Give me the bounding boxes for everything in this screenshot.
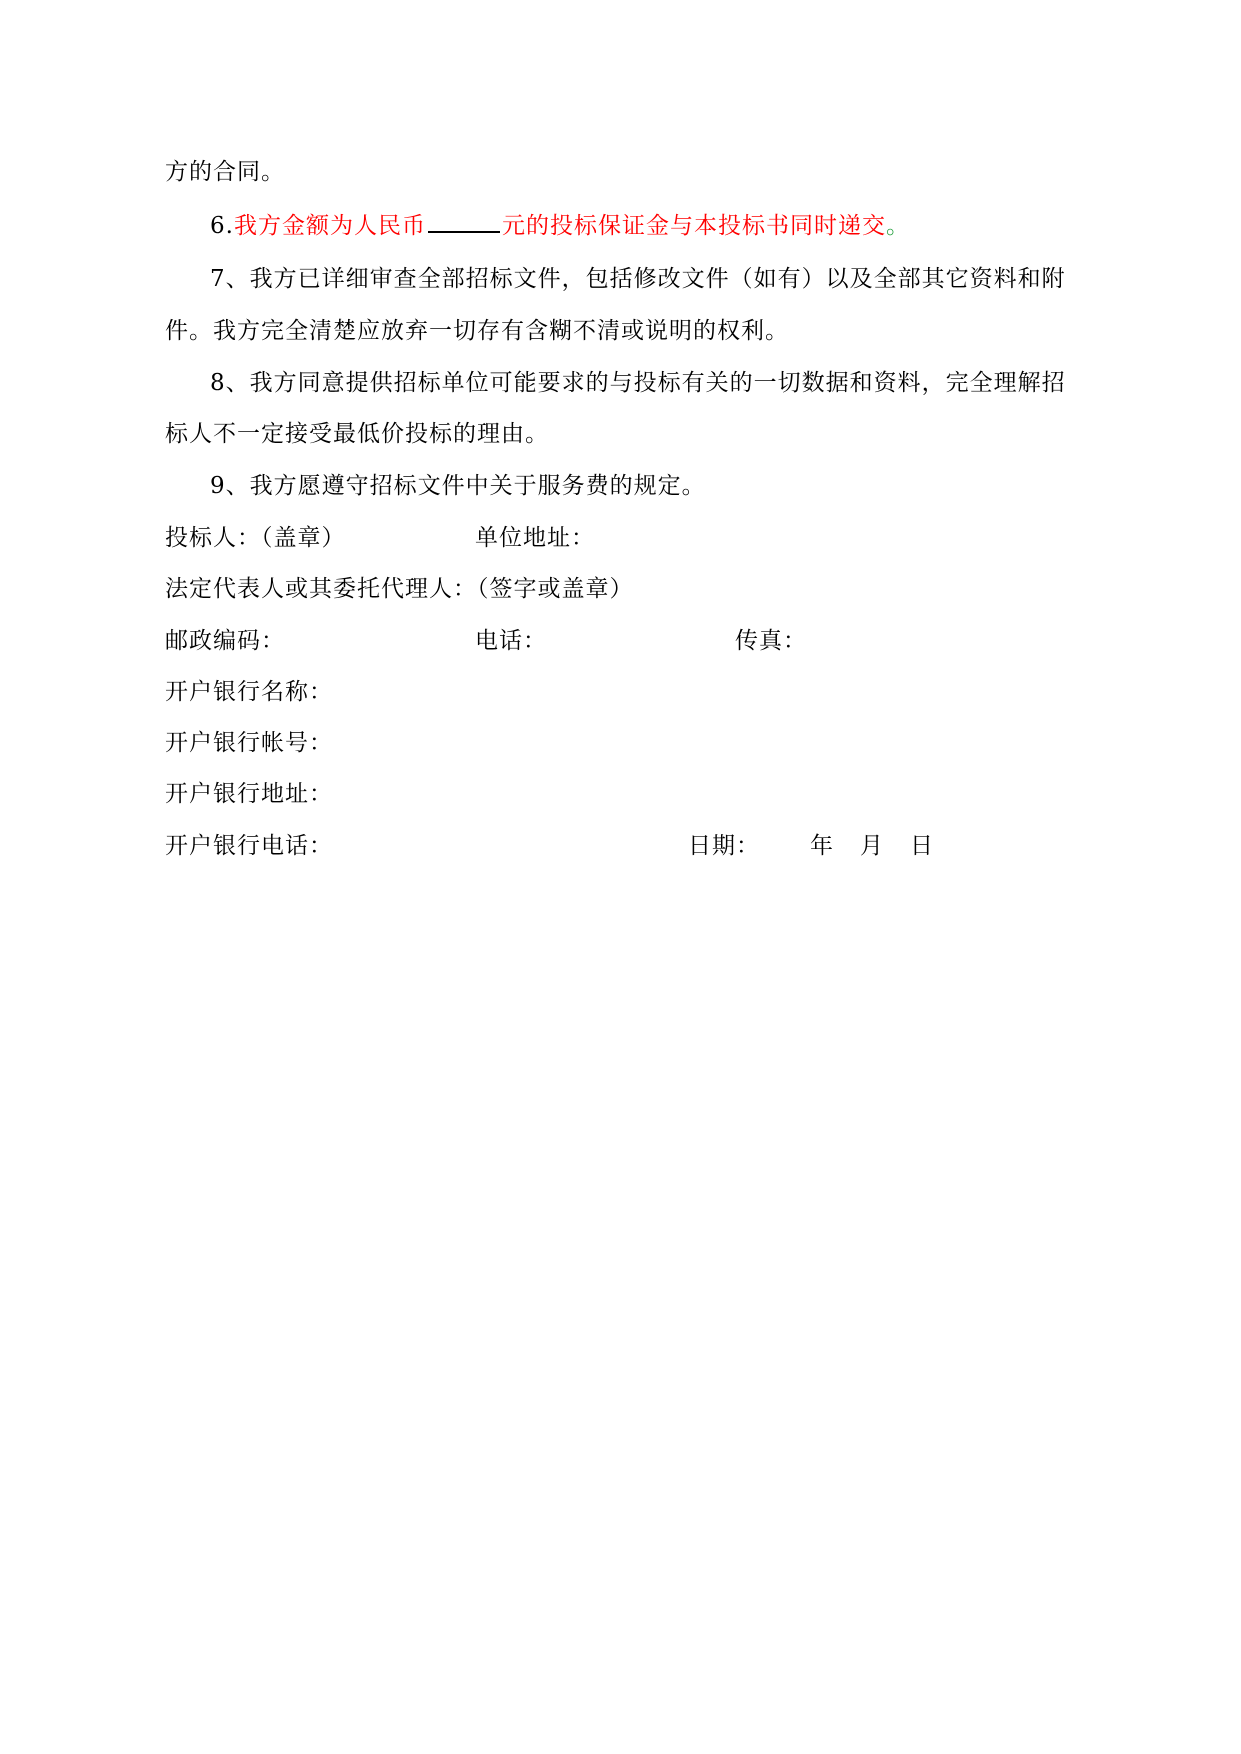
bank-account-label: 开户银行帐号： [165,730,333,756]
amount-blank [428,211,500,233]
item-8-line-2: 标人不一定接受最低价投标的理由。 [165,421,549,447]
phone-label: 电话： [475,628,547,654]
item-6-text-after: 元的投标保证金与本投标书同时递交 [501,213,886,239]
item-6-text-before: 我方金额为人民币 [233,213,426,239]
date-year: 年 [810,833,834,859]
item-7-line-1: 7、我方已详细审查全部招标文件，包括修改文件（如有）以及全部其它资料和附 [210,266,1066,292]
date-month: 月 [860,833,884,859]
bank-address-label: 开户银行地址： [165,781,333,807]
date-label: 日期： [688,833,760,859]
item-6-end-punct: 。 [885,213,910,239]
legal-rep-label: 法定代表人或其委托代理人：（签字或盖章） [165,576,634,602]
date-day: 日 [910,833,934,859]
item-6 [210,211,910,241]
item-9: 9、我方愿遵守招标文件中关于服务费的规定。 [210,473,706,499]
continuation-line: 方的合同。 [165,159,285,185]
item-8-line-1: 8、我方同意提供招标单位可能要求的与投标有关的一切数据和资料，完全理解招 [210,370,1066,396]
item-7-line-2: 件。我方完全清楚应放弃一切存有含糊不清或说明的权利。 [165,318,789,344]
bank-phone-label: 开户银行电话： [165,833,333,859]
unit-address-label: 单位地址： [475,525,595,551]
postal-code-label: 邮政编码： [165,628,285,654]
bidder-label: 投标人：（盖章） [165,525,346,551]
fax-label: 传真： [735,628,807,654]
bank-name-label: 开户银行名称： [165,679,333,705]
item-6-number: 6. [210,213,234,239]
